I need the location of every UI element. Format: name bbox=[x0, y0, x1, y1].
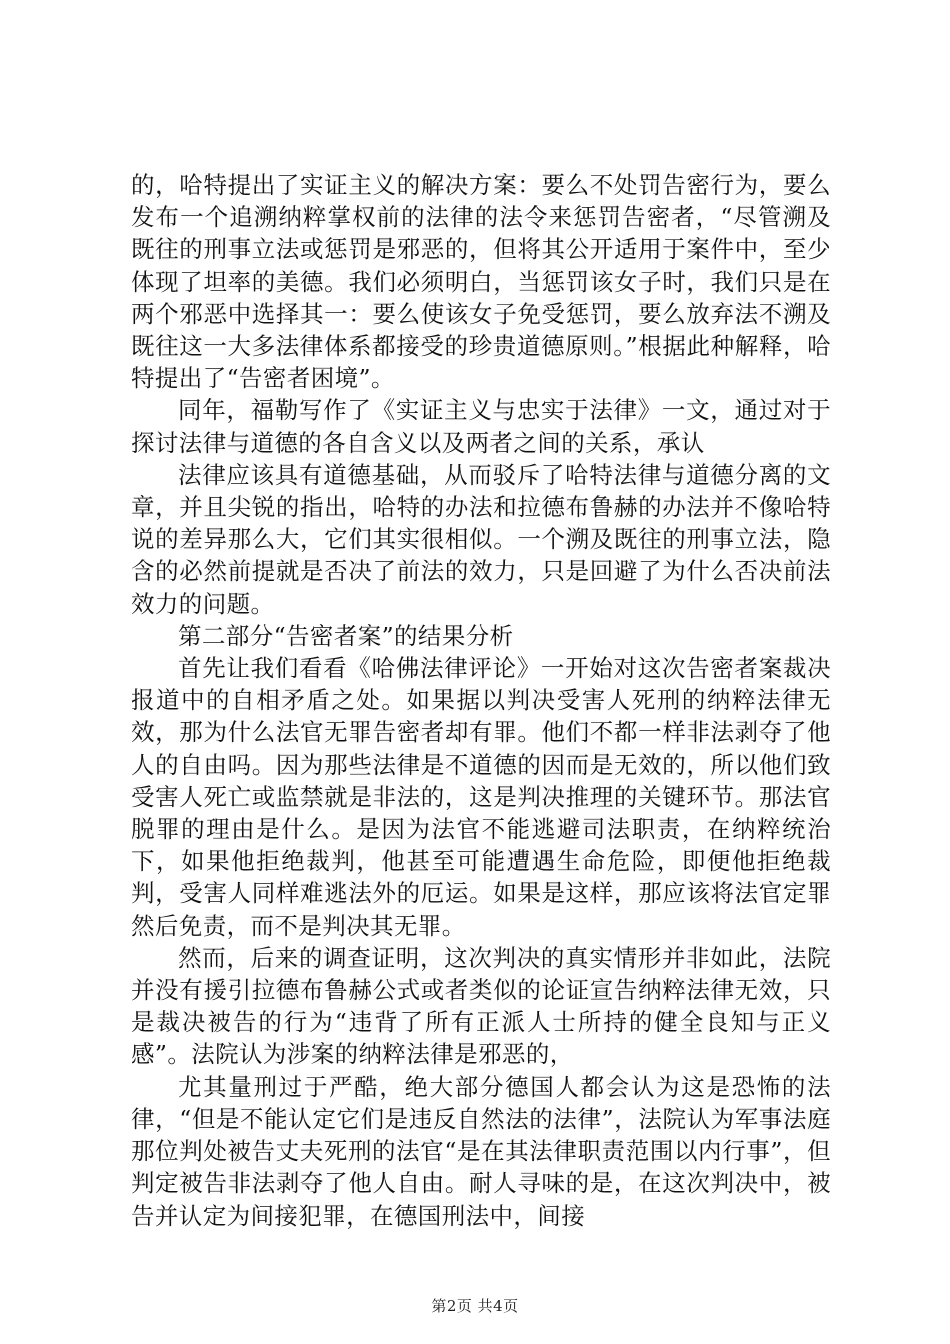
document-body bbox=[131, 169, 831, 1232]
page-number-footer: 第2页 共4页 bbox=[431, 1297, 519, 1315]
paragraph-3: 法律应该具有道德基础，从而驳斥了哈特法律与道德分离的文章，并且尖锐的指出，哈特的办法和拉德布鲁赫的办法并不像哈特说的差异那么大，它们其实很相似。一个溯及既往的刑事立法，隐含的必然前提就是否决了前法的效力，只是回避了为什么否决前法效力的问题。 bbox=[131, 460, 831, 618]
paragraph-2: 同年，福勒写作了《实证主义与忠实于法律》一文，通过对于探讨法律与道德的各自含义以及两者之间的关系，承认 bbox=[131, 396, 831, 457]
paragraph-6: 尤其量刑过于严酷，绝大部分德国人都会认为这是恐怖的法律，“但是不能认定它们是违反自然法的法律”，法院认为军事法庭那位判处被告丈夫死刑的法官“是在其法律职责范围以内行事”，但判定被告非法剥夺了他人自由。耐人寻味的是，在这次判决中，被告并认定为间接犯罪，在德国刑法中，间接 bbox=[131, 1072, 831, 1230]
paragraph-5: 然而，后来的调查证明，这次判决的真实情形并非如此，法院并没有援引拉德布鲁赫公式或者类似的论证宣告纳粹法律无效，只是裁决被告的行为“违背了所有正派人士所持的健全良知与正义感”。法院认为涉案的纳粹法律是邪恶的， bbox=[131, 943, 831, 1069]
section-heading: 第二部分“告密者案”的结果分析 bbox=[178, 621, 514, 650]
paragraph-1: 的，哈特提出了实证主义的解决方案：要么不处罚告密行为，要么发布一个追溯纳粹掌权前的法律的法令来惩罚告密者，“尽管溯及既往的刑事立法或惩罚是邪恶的，但将其公开适用于案件中，至少体现了坦率的美德。我们必须明白，当惩罚该女子时，我们只是在两个邪恶中选择其一：要么使该女子免受惩罚，要么放弃法不溯及既往这一大多法律体系都接受的珍贵道德原则。”根据此种解释，哈特提出了“告密者困境”。 bbox=[131, 171, 831, 393]
paragraph-4: 首先让我们看看《哈佛法律评论》一开始对这次告密者案裁决报道中的自相矛盾之处。如果据以判决受害人死刑的纳粹法律无效，那为什么法官无罪告密者却有罪。他们不都一样非法剥夺了他人的自由吗。因为那些法律是不道德的因而是无效的，所以他们致受害人死亡或监禁就是非法的，这是判决推理的关键环节。那法官脱罪的理由是什么。是因为法官不能逃避司法职责，在纳粹统治下，如果他拒绝裁判，他甚至可能遭遇生命危险，即便他拒绝裁判，受害人同样难逃法外的厄运。如果是这样，那应该将法官定罪然后免责，而不是判决其无罪。 bbox=[131, 654, 831, 940]
